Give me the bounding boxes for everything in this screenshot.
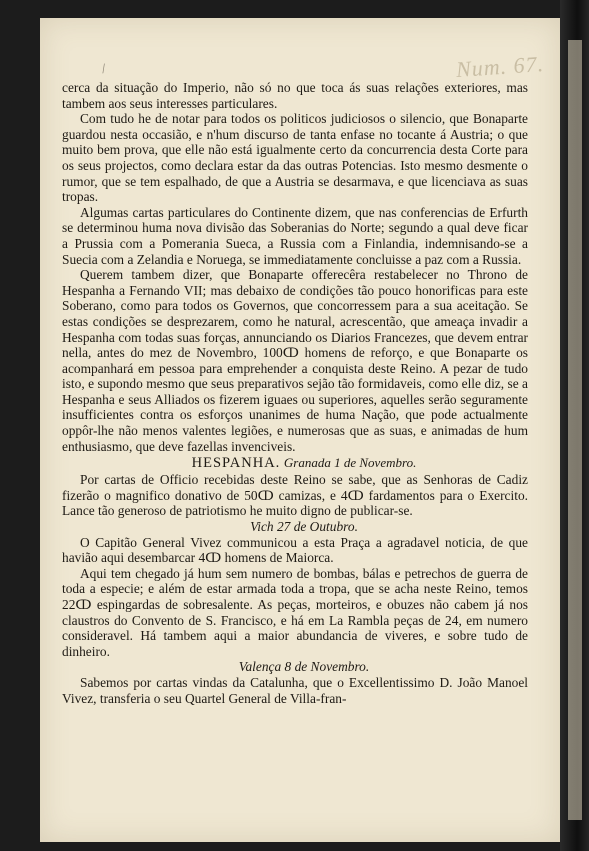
- paragraph: Querem tambem dizer, que Bonaparte offerecêra restabelecer no Throno de Hespanha a Fernando VII; mas debaixo de condições tão pouco honorificas para este Soberano, como para todos os Governos, que concorressem para a sua aceitação. Se estas condições se desprezarem, como he natural, acrescentão, que ameaça invadir a Hespanha com todas suas forças, annunciando os Diarios Francezes, que devem entrar nella, antes do mez de Novembro, 100ↀ homens de reforço, e que Bonaparte os acompanhará em pessoa para emprehender a conquista deste Reino. A pezar de tudo isto, e supondo mesmo que seus preparativos sejão tão formidaveis, como elle diz, se a Hespanha e seus Alliados os fizerem iguaes ou superiores, aquelles serão seguramente insufficientes contra os esforços unanimes de huma Nação, que pode actualmente oppôr-lhe não menos valentes legiões, e numerosas que as suas, e animadas de hum enthusiasmo, que deve fazellas invenciveis.: [62, 267, 528, 454]
- paragraph: Algumas cartas particulares do Continente dizem, que nas conferencias de Erfurth se determinou huma nova divisão das Soberanias do Norte; segundo a qual deve ficar a Prussia com a Pomerania Sueca, a Russia com a Finlandia, indemnisando-se a Suecia com a Zelandia e Noruega, se immediatamente concluisse a paz com a Russia.: [62, 204, 528, 267]
- paragraph: Sabemos por cartas vindas da Catalunha, que o Excellentissimo D. João Manoel Vivez, transferia o seu Quartel General de Villa-fran-: [62, 674, 528, 706]
- section-country: HESPANHA.: [191, 455, 281, 472]
- paragraph: cerca da situação do Imperio, não só no que toca ás suas relações exteriores, mas tambem aos seus interesses particulares.: [62, 80, 528, 111]
- pencil-mark: /: [100, 61, 108, 78]
- page-number-stamp: Num. 67.: [455, 50, 545, 83]
- section-dateline: Granada 1 de Novembro.: [283, 455, 417, 471]
- paragraph: Aqui tem chegado já hum sem numero de bombas, bálas e petrechos de guerra de toda a especie; e além de estar armada toda a tropa, que se acha neste Reino, temos 22ↀ espingardas de sobresalente. As peças, morteiros, e obuzes não cabem já nos claustros do Convento de S. Francisco, e há em La Rambla peças de 24, em numero consideravel. Há tambem aqui a maior abundancia de viveres, e sobre tudo de dinheiro.: [62, 565, 528, 659]
- body-text: [62, 80, 528, 706]
- facing-page-edge: [568, 40, 582, 820]
- dateline-valenca: Valença 8 de Novembro.: [238, 659, 370, 675]
- dateline-vich: Vich 27 de Outubro.: [250, 519, 358, 535]
- paragraph: O Capitão General Vivez communicou a esta Praça a agradavel noticia, de que havião aqui desembarcar 4ↀ homens de Maiorca.: [62, 534, 528, 566]
- paragraph: Com tudo he de notar para todos os politicos judiciosos o silencio, que Bonaparte guardou nesta occasião, e n'hum discurso de tanta enfase no tocante á Austria; o que muito bem prova, que elle não está igualmente certo da concurrencia desta Corte para os seus projectos, como declara estar da das outras Potencias. Isto mesmo desmente o rumor, que se tem espalhado, de que a Austria se desarmava, e que licenciava as suas tropas.: [62, 111, 528, 205]
- section-heading-hespanha: [62, 454, 528, 472]
- paragraph: Por cartas de Officio recebidas deste Reino se sabe, que as Senhoras de Cadiz fizerão o magnifico donativo de 50ↀ camizas, e 4ↀ fardamentos para o Exercito. Lance tão generoso de patriotismo he muito digno de publicar-se.: [62, 472, 528, 519]
